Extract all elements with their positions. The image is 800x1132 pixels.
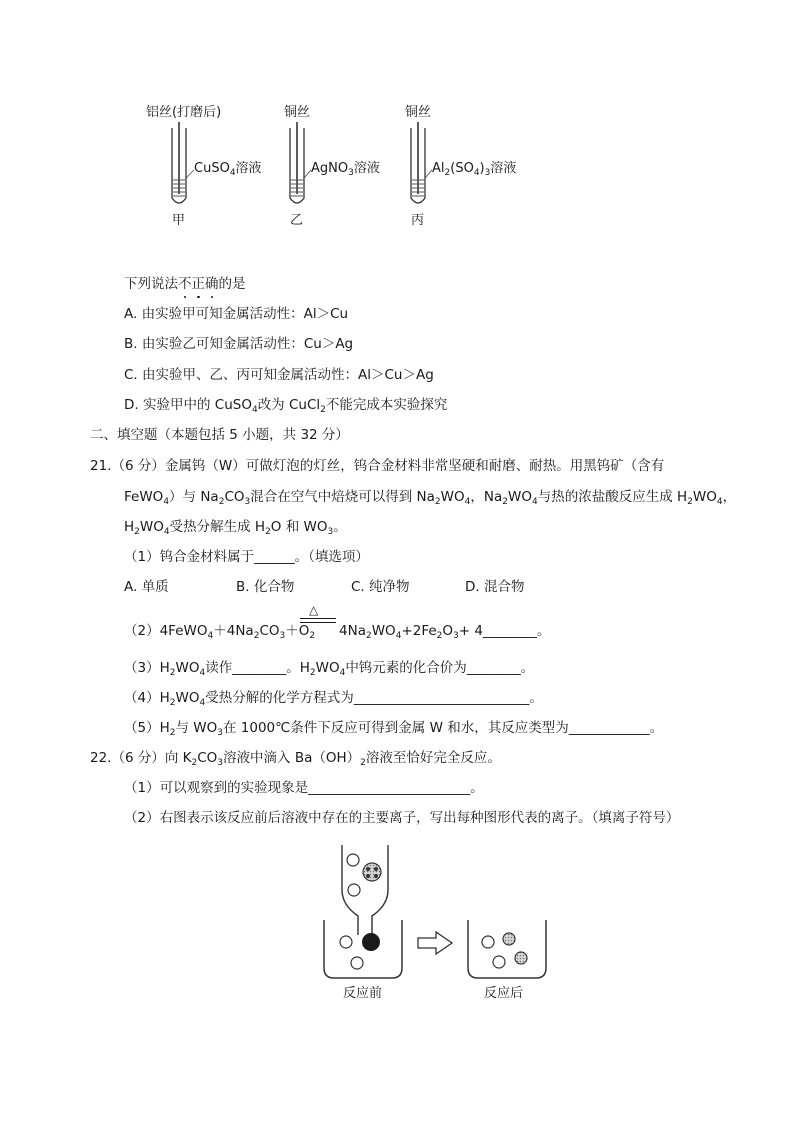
label-before: 反应前 <box>343 986 383 1001</box>
tube-a-solution-label: CuSO$_4$溶液 <box>194 161 262 178</box>
label-after: 反应后 <box>484 986 524 1001</box>
q21-line-1: 21.（6 分）金属钨（W）可做灯泡的灯丝，钨合金材料非常坚硬和耐磨、耐热。用黑钨矿（含有 <box>90 458 665 474</box>
q21-sub-2-left: $(2)4FeWO_4+4Na_2CO_3+O_2$ <box>124 623 316 641</box>
tube-a-wire-label: 铝丝(打磨后) <box>146 105 222 120</box>
tube-b-name: 乙 <box>290 213 304 228</box>
heat-symbol: △ <box>309 603 319 617</box>
tube-c-solution-label: $Al_2(SO_4)_3$溶液 <box>432 161 517 178</box>
q21-line-2: FeWO$_4$）与 $Na_2CO_3$混合在空气中焙烧可以得到 $Na_2WO_4$，$Na_2WO_4$与热的浓盐酸反应生成 $H_2WO_4$， <box>124 489 737 507</box>
tube-c-wire-label: 铜丝 <box>405 105 432 120</box>
tube-c-name: 丙 <box>411 213 425 228</box>
q21-option-b: B. 化合物 <box>236 579 295 595</box>
q20-option-d: D. 实验甲中的 CuSO$_4$改为 CuCl$_2$不能完成本实验探究 <box>124 397 448 415</box>
q22-sub-2: （2）右图表示该反应前后溶液中存在的主要离子，写出每种图形代表的离子。（填离子符号） <box>124 810 680 826</box>
q21-sub-2-right: $4Na_2WO_4+2Fe_2O_3+$ 4________。 <box>339 623 551 641</box>
section-heading: 二、填空题（本题包括 5 小题，共 32 分） <box>90 427 349 443</box>
q20-option-c: C. 由实验甲、乙、丙可知金属活动性：Al＞Cu＞Ag <box>124 367 434 383</box>
q21-sub-3: $(3)H_2WO_4$读作________。$H_2WO_4$中钨元素的化合价为________。 <box>124 660 535 678</box>
q21-option-c: C. 纯净物 <box>351 579 410 595</box>
q20-option-a: A. 由实验甲可知金属活动性：Al＞Cu <box>124 306 349 322</box>
q20-stem: 下列说法不正确的是 <box>124 276 246 292</box>
q20-option-b: B. 由实验乙可知金属活动性：Cu＞Ag <box>124 336 354 352</box>
q21-sub-4: $(4)H_2WO_4$受热分解的化学方程式为__________________________。 <box>124 690 543 708</box>
q21-sub-1: （1）钨合金材料属于______。（填选项） <box>124 549 369 565</box>
q21-line-3: $H_2WO_4$受热分解生成 $H_2O$ 和 $WO_3$。 <box>124 519 347 537</box>
arrow-icon <box>418 932 452 954</box>
tube-b-solution-label: AgNO$_3$溶液 <box>311 161 380 178</box>
q21-option-a: A. 单质 <box>124 579 169 595</box>
q22-sub-1: （1）可以观察到的实验现象是________________________。 <box>124 780 484 796</box>
beaker-after <box>468 920 546 978</box>
tube-a-name: 甲 <box>172 213 186 228</box>
q22-line-1: 22.（6 分）向 $K_2CO_3$溶液中滴入 $Ba(OH)_2$溶液至恰好完全反应。 <box>90 750 501 768</box>
q21-sub-5: $(5)H_2$与 $WO_3$在 1000℃条件下反应可得到金属 W 和水，其反应类型为____________。 <box>124 720 664 738</box>
beaker-before <box>324 920 402 978</box>
q21-option-d: D. 混合物 <box>465 579 525 595</box>
tube-b-wire-label: 铜丝 <box>284 105 311 120</box>
